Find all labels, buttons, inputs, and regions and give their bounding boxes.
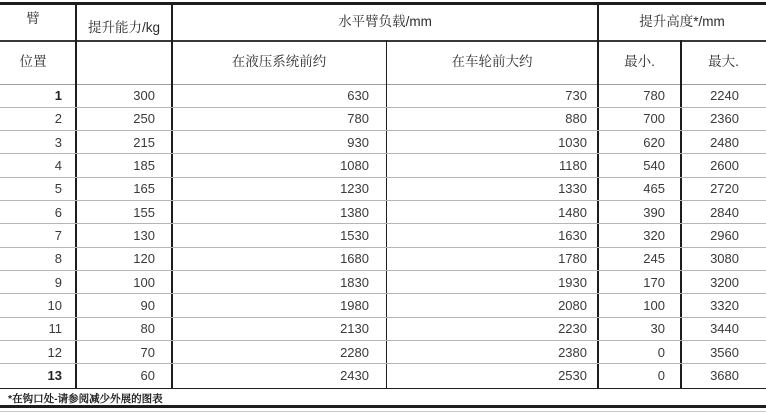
cell-capacity-kg: 120 [133,251,155,267]
cell-arm-position: 8 [54,251,62,267]
cell-load-hydraulic: 1830 [340,274,369,290]
cell-height-max: 3440 [710,321,739,337]
cell-arm-position: 9 [54,274,62,290]
cell-load-hydraulic: 2430 [340,368,369,384]
cell-height-min: 465 [643,181,665,197]
table-row [0,294,766,317]
table-row [0,154,766,177]
header-min: 最小. [624,53,655,69]
cell-load-hydraulic: 630 [347,88,369,104]
cell-load-wheels: 2080 [558,297,587,313]
cell-capacity-kg: 185 [133,158,155,174]
cell-capacity-kg: 130 [133,227,155,243]
cell-height-max: 2960 [710,227,739,243]
cell-height-max: 3320 [710,297,739,313]
cell-load-hydraulic: 2130 [340,321,369,337]
cell-load-wheels: 2230 [558,321,587,337]
cell-height-min: 170 [643,274,665,290]
table-body [0,85,766,388]
cell-load-wheels: 1630 [558,227,587,243]
cell-load-hydraulic: 1530 [340,227,369,243]
cell-height-min: 0 [657,368,665,384]
table-row [0,178,766,201]
cell-capacity-kg: 60 [140,368,155,384]
cell-load-wheels: 1930 [558,274,587,290]
header-row-1 [0,4,766,40]
cell-capacity-kg: 165 [133,181,155,197]
cell-height-max: 2840 [710,204,739,220]
cell-capacity-kg: 70 [140,344,155,360]
page-edge-line [0,411,766,412]
cell-height-max: 3200 [710,274,739,290]
cell-arm-position: 3 [54,134,62,150]
cell-load-wheels: 1330 [558,181,587,197]
header-row-2 [0,42,766,84]
cell-load-hydraulic: 2280 [340,344,369,360]
cell-load-wheels: 1180 [559,158,587,174]
cell-load-wheels: 1030 [558,134,587,150]
cell-height-min: 0 [657,344,665,360]
cell-height-max: 2240 [710,88,739,104]
table-row [0,341,766,364]
cell-load-hydraulic: 930 [347,134,369,150]
cell-arm-position: 10 [47,297,62,313]
cell-load-wheels: 1480 [558,204,587,220]
cell-capacity-kg: 250 [133,111,155,127]
cell-arm-position: 13 [47,368,62,384]
table-row [0,271,766,294]
cell-load-hydraulic: 1080 [340,158,369,174]
cell-capacity-kg: 90 [140,297,155,313]
table-row [0,318,766,341]
cell-height-max: 3680 [710,368,739,384]
cell-height-min: 540 [643,158,665,174]
cell-load-hydraulic: 1230 [340,181,369,197]
cell-arm-position: 11 [48,321,62,337]
footnote: *在钩口处-请参阅减少外展的图表 [8,392,163,405]
header-empty-cell [76,42,172,84]
cell-height-min: 620 [643,134,665,150]
cell-capacity-kg: 100 [133,274,155,290]
cell-height-min: 245 [643,251,665,267]
cell-height-min: 390 [643,204,665,220]
cell-arm-position: 4 [54,158,62,174]
cell-arm-position: 5 [54,181,62,197]
cell-height-max: 3080 [710,251,739,267]
header-arm: 臂 [26,11,40,26]
cell-height-min: 700 [643,111,665,127]
cell-load-wheels: 1780 [558,251,587,267]
header-sub-wheels: 在车轮前大约 [451,53,533,69]
header-lift-height: 提升高度*/mm [639,13,725,29]
cell-capacity-kg: 215 [133,134,155,150]
table-row [0,131,766,154]
table-row [0,224,766,247]
table-row [0,201,766,224]
cell-height-max: 2600 [710,158,739,174]
header-horizontal-load: 水平臂负载/mm [338,13,432,29]
cell-load-hydraulic: 780 [347,111,369,127]
cell-load-wheels: 2380 [558,344,587,360]
cell-load-hydraulic: 1980 [340,297,369,313]
cell-height-max: 2480 [710,134,739,150]
table-row [0,85,766,108]
cell-load-hydraulic: 1380 [340,204,369,220]
cell-load-wheels: 730 [565,88,587,104]
table-row [0,108,766,131]
cell-height-min: 30 [650,321,665,337]
cell-arm-position: 6 [54,204,62,220]
cell-height-min: 320 [643,227,665,243]
cell-capacity-kg: 155 [133,204,155,220]
cell-height-min: 100 [643,297,665,313]
table-body-bottom-border [0,388,766,390]
cell-arm-position: 1 [54,88,62,104]
cell-load-hydraulic: 1680 [340,251,369,267]
header-capacity: 提升能力/kg [87,20,160,35]
table-row [0,248,766,271]
cell-height-max: 2360 [710,111,739,127]
cell-load-wheels: 880 [565,111,587,127]
cell-arm-position: 2 [54,111,62,127]
cell-arm-position: 12 [47,344,62,360]
cell-height-max: 2720 [710,181,739,197]
cell-capacity-kg: 300 [133,88,155,104]
cell-height-min: 780 [643,88,665,104]
cell-capacity-kg: 80 [140,321,155,337]
cell-arm-position: 7 [54,227,62,243]
header-max: 最大. [708,53,739,69]
header-sub-hydraulic: 在液压系统前约 [231,53,327,69]
table-row [0,364,766,387]
cell-height-max: 3560 [710,344,739,360]
cell-load-wheels: 2530 [558,368,587,384]
header-position: 位置 [19,53,47,69]
